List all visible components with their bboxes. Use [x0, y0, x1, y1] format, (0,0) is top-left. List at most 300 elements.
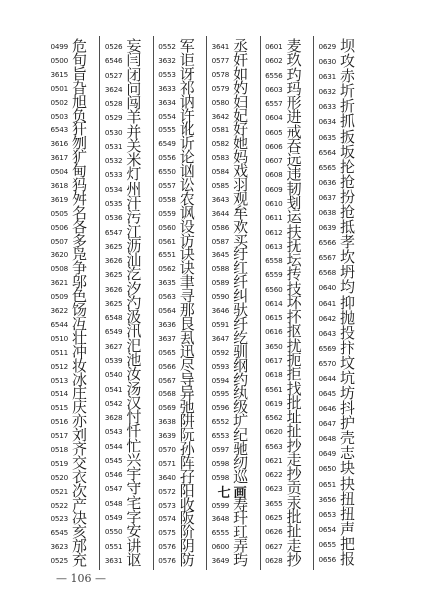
entry-character: 羽 [233, 175, 249, 194]
entry-number: 0630 [318, 57, 336, 67]
entry-character: 壳 [339, 429, 355, 448]
entry-number: 0539 [104, 355, 123, 365]
entry-number: 0534 [104, 184, 123, 194]
entry-character: 运 [286, 208, 302, 227]
entry-number: 3635 [158, 278, 176, 288]
entry-character: 戏 [233, 162, 249, 181]
entry-number: 3639 [158, 431, 176, 441]
entry-number: 0649 [318, 449, 336, 459]
entry-character: 犷 [72, 148, 88, 167]
entry-character: 饧 [72, 301, 88, 320]
entry-number: 0511 [50, 347, 68, 357]
entry-character: 兴 [126, 450, 142, 469]
entry-character: 寿 [233, 495, 249, 514]
entry-number: 6557 [265, 99, 283, 109]
entry-number: 3637 [158, 333, 176, 343]
entry-character: 好 [233, 120, 249, 139]
entry-character: 讴 [126, 550, 142, 569]
entry-number: 6549 [158, 139, 176, 149]
entry-character: 色 [72, 287, 88, 306]
entry-number: 0555 [158, 125, 176, 135]
entry-number: 0552 [158, 42, 176, 52]
entry-number: 0536 [104, 213, 123, 223]
entry-character: 丞 [233, 37, 249, 56]
entry-character: 抛 [339, 308, 355, 327]
entry-number: 0609 [265, 184, 283, 194]
entry-character: 旮 [72, 78, 88, 97]
entry-number: 0571 [158, 458, 176, 468]
entry-character: 赤 [339, 67, 355, 86]
entry-character: 阳 [179, 481, 195, 500]
entry-character: 抑 [339, 293, 355, 312]
entry-number: 0638 [318, 207, 336, 217]
entry-number: 3631 [104, 555, 123, 565]
index-column [99, 36, 152, 570]
entry-number: 0580 [211, 97, 230, 107]
entry-number: 0545 [104, 455, 123, 465]
entry-number: 0628 [265, 555, 283, 565]
entry-character: 坟 [339, 353, 355, 372]
entry-number: 6570 [318, 358, 336, 368]
index-entry [100, 552, 153, 569]
entry-character: 抟 [286, 265, 302, 284]
entry-number: 0530 [104, 127, 123, 137]
entry-number: 0631 [318, 72, 336, 82]
entry-character: 犴 [72, 120, 88, 139]
entry-character: 均 [339, 278, 355, 297]
entry-character: 羊 [126, 108, 142, 127]
entry-character: 妆 [72, 356, 88, 375]
entry-character: 甸 [72, 162, 88, 181]
entry-character: 麦 [286, 37, 302, 56]
entry-number: 0596 [211, 403, 230, 413]
entry-character: 产 [72, 495, 88, 514]
entry-character: 玓 [286, 65, 302, 84]
entry-character: 讹 [179, 120, 195, 139]
entry-character: 扯 [286, 522, 302, 541]
entry-character: 汔 [126, 265, 142, 284]
entry-character: 投 [339, 323, 355, 342]
entry-character: 坛 [286, 251, 302, 270]
entry-character: 异 [179, 384, 195, 403]
entry-number: 0550 [104, 527, 123, 537]
entry-character: 聿 [179, 273, 195, 292]
entry-number: 0632 [318, 87, 336, 97]
index-entry [207, 552, 260, 569]
entry-character: 抄 [286, 465, 302, 484]
entry-number: 6551 [158, 250, 176, 260]
entry-number: 0548 [104, 498, 123, 508]
entry-number: 3626 [104, 256, 123, 266]
entry-number: 0651 [318, 479, 336, 489]
entry-character: 孙 [179, 439, 195, 458]
entry-number: 0598 [211, 458, 230, 468]
entry-number: 0526 [104, 42, 123, 52]
entry-number: 3634 [158, 97, 176, 107]
entry-number: 0532 [104, 156, 123, 166]
entry-character: 扭 [339, 489, 355, 508]
entry-character: 米 [126, 151, 142, 170]
entry-character: 驯 [233, 342, 249, 361]
entry-number: 0542 [104, 398, 123, 408]
entry-number: 6558 [265, 256, 283, 266]
entry-character: 壮 [72, 328, 88, 347]
entry-character: 坑 [339, 368, 355, 387]
index-column [153, 36, 206, 570]
entry-number: 3650 [265, 341, 283, 351]
entry-character: 旭 [72, 92, 88, 111]
entry-character: 阮 [179, 426, 195, 445]
entry-character: 抃 [339, 338, 355, 357]
entry-number: 0514 [50, 389, 68, 399]
entry-number: 6563 [265, 441, 283, 451]
entry-number: 0554 [158, 111, 176, 121]
entry-character: 玖 [286, 51, 302, 70]
entry-character: 闭 [126, 65, 142, 84]
entry-character: 祁 [179, 78, 195, 97]
entry-character: 拒 [286, 365, 302, 384]
character-index-table [46, 36, 422, 570]
entry-character: 忖 [126, 408, 142, 427]
entry-number: 0573 [158, 500, 176, 510]
entry-character: 纤 [233, 314, 249, 333]
entry-character: 驰 [233, 439, 249, 458]
entry-number: 3644 [211, 208, 230, 218]
entry-number: 0504 [50, 167, 68, 177]
entry-character: 守 [126, 479, 142, 498]
entry-character: 讻 [179, 162, 195, 181]
entry-number: 0611 [265, 213, 283, 223]
entry-number: 0585 [211, 180, 230, 190]
entry-number: 0509 [50, 292, 68, 302]
entry-number: 0582 [211, 139, 230, 149]
entry-character: 纪 [233, 426, 249, 445]
entry-character: 玕 [233, 509, 249, 528]
entry-character: 诀 [179, 259, 195, 278]
index-column [313, 36, 366, 570]
entry-character: 凫 [72, 245, 88, 264]
entry-number: 3640 [158, 472, 176, 482]
entry-number: 3655 [265, 498, 283, 508]
entry-number: 0590 [211, 292, 230, 302]
entry-character: 贡 [286, 479, 302, 498]
entry-number: 0510 [50, 333, 68, 343]
entry-character: 批 [286, 507, 302, 526]
entry-character: 负 [72, 106, 88, 125]
entry-number: 0635 [318, 132, 336, 142]
entry-number: 0619 [265, 398, 283, 408]
entry-number: 0529 [104, 113, 123, 123]
entry-number: 0586 [211, 222, 230, 232]
entry-character: 扼 [286, 350, 302, 369]
entry-number: 6544 [50, 319, 68, 329]
entry-number: 0608 [265, 170, 283, 180]
entry-number: 3627 [104, 341, 123, 351]
entry-character: 多 [72, 231, 88, 250]
entry-number: 0614 [265, 298, 283, 308]
entry-number: 0618 [265, 370, 283, 380]
entry-number: 3625 [104, 241, 123, 251]
entry-number: 0515 [50, 403, 68, 413]
entry-character: 纡 [233, 245, 249, 264]
entry-number: 0623 [265, 484, 283, 494]
entry-character: 纲 [233, 356, 249, 375]
entry-character: 扯 [286, 422, 302, 441]
entry-character: 阴 [179, 537, 195, 556]
entry-number: 0592 [211, 347, 230, 357]
entry-character: 阪 [179, 509, 195, 528]
entry-character: 忏 [126, 422, 142, 441]
entry-character: 扰 [286, 336, 302, 355]
entry-number: 0517 [50, 431, 68, 441]
entry-number: 3619 [50, 194, 68, 204]
entry-character: 孝 [339, 233, 355, 252]
entry-number: 0556 [158, 153, 176, 163]
entry-number: 6553 [211, 431, 230, 441]
entry-number: 6548 [104, 313, 123, 323]
entry-number: 0610 [265, 199, 283, 209]
entry-character: 弛 [179, 398, 195, 417]
entry-character: 汞 [286, 493, 302, 512]
entry-number: 0527 [104, 70, 123, 80]
entry-number: 0559 [158, 208, 176, 218]
entry-character: 污 [126, 208, 142, 227]
entry-character: 导 [179, 370, 195, 389]
entry-number: 0644 [318, 373, 336, 383]
entry-number: 3648 [211, 514, 230, 524]
entry-character: 观 [233, 189, 249, 208]
entry-number: 0521 [50, 486, 68, 496]
entry-number: 3628 [104, 413, 123, 423]
entry-number: 0629 [318, 42, 336, 52]
entry-number: 0654 [318, 524, 336, 534]
entry-character: 齐 [72, 439, 88, 458]
entry-number: 3645 [211, 250, 230, 260]
entry-character: 问 [126, 79, 142, 98]
entry-number: 6566 [318, 238, 336, 248]
entry-number: 0617 [265, 355, 283, 365]
entry-number: 3626 [104, 284, 123, 294]
entry-character: 欢 [233, 217, 249, 236]
entry-character: 坏 [286, 293, 302, 312]
entry-character: 许 [179, 106, 195, 125]
entry-number: 0562 [158, 264, 176, 274]
entry-character: 灯 [126, 165, 142, 184]
entry-character: 抠 [286, 322, 302, 341]
entry-number: 0516 [50, 417, 68, 427]
entry-character: 妁 [233, 78, 249, 97]
entry-number: 0520 [50, 472, 68, 482]
entry-character: 纠 [233, 287, 249, 306]
entry-number: 0533 [104, 170, 123, 180]
entry-character: 农 [179, 189, 195, 208]
entry-number: 0648 [318, 434, 336, 444]
entry-character: 舛 [72, 189, 88, 208]
entry-number: 0637 [318, 192, 336, 202]
entry-character: 关 [126, 136, 142, 155]
entry-character: 扶 [286, 222, 302, 241]
entry-character: 冱 [72, 314, 88, 333]
entry-number: 0563 [158, 292, 176, 302]
entry-number: 0641 [318, 298, 336, 308]
entry-number: 0547 [104, 484, 123, 494]
entry-character: 汐 [126, 279, 142, 298]
entry-character: 如 [233, 64, 249, 83]
entry-number: 6559 [265, 270, 283, 280]
index-column [206, 36, 259, 570]
entry-character: 亦 [72, 412, 88, 431]
entry-character: 汉 [126, 393, 142, 412]
entry-number: 0646 [318, 404, 336, 414]
entry-character: 妈 [233, 148, 249, 167]
entry-number: 0647 [318, 419, 336, 429]
entry-number: 6545 [50, 528, 68, 538]
entry-number: 0655 [318, 539, 336, 549]
entry-number: 3638 [158, 417, 176, 427]
entry-character: 邡 [72, 537, 88, 556]
entry-character: 安 [126, 522, 142, 541]
entry-character: 把 [339, 534, 355, 553]
page-number: — 106 — [56, 572, 106, 585]
entry-character: 名 [72, 203, 88, 222]
entry-number: 0560 [158, 222, 176, 232]
entry-character: 江 [126, 222, 142, 241]
entry-number: 3616 [50, 139, 68, 149]
entry-number: 3622 [50, 306, 68, 316]
entry-number: 6561 [265, 384, 283, 394]
entry-number: 3643 [211, 194, 230, 204]
entry-number: 0593 [211, 361, 230, 371]
entry-number: 0634 [318, 117, 336, 127]
entry-number: 0551 [104, 541, 123, 551]
entry-character: 进 [286, 108, 302, 127]
entry-character: 防 [179, 551, 195, 570]
entry-number: 0570 [158, 444, 176, 454]
entry-character: 宇 [126, 465, 142, 484]
entry-character: 驮 [233, 301, 249, 320]
entry-character: 迅 [179, 342, 195, 361]
entry-number: 0519 [50, 458, 68, 468]
entry-character: 寻 [179, 287, 195, 306]
entry-character: 冰 [72, 370, 88, 389]
entry-character: 抖 [339, 399, 355, 418]
entry-character: 犸 [72, 175, 88, 194]
entry-number: 0572 [158, 486, 176, 496]
entry-number: 0528 [104, 99, 123, 109]
entry-character: 妇 [233, 92, 249, 111]
entry-number: 0621 [265, 455, 283, 465]
entry-number: 0650 [318, 464, 336, 474]
entry-character: 声 [339, 519, 355, 538]
entry-number: 0607 [265, 156, 283, 166]
entry-character: 收 [179, 495, 195, 514]
entry-character: 并 [126, 122, 142, 141]
entry-number: 0535 [104, 199, 123, 209]
entry-number: 3649 [211, 556, 230, 566]
entry-character: 汝 [126, 365, 142, 384]
entry-number: 3647 [211, 333, 230, 343]
entry-number: 3633 [158, 83, 176, 93]
entry-number: 0500 [50, 55, 68, 65]
entry-character: 妃 [233, 106, 249, 125]
entry-number: 0577 [211, 55, 230, 65]
entry-number: 0598 [211, 472, 230, 482]
entry-number: 6549 [104, 327, 123, 337]
entry-number: 0522 [50, 500, 68, 510]
entry-number: 0612 [265, 227, 283, 237]
entry-character: 字 [126, 507, 142, 526]
entry-character: 闫 [126, 51, 142, 70]
entry-number: 6546 [104, 56, 123, 66]
entry-number: 0508 [50, 264, 68, 274]
entry-number: 0645 [318, 389, 336, 399]
entry-character: 邬 [72, 273, 88, 292]
entry-number: 3632 [158, 55, 176, 65]
entry-character: 韧 [286, 179, 302, 198]
entry-character: 玛 [286, 79, 302, 98]
entry-number: 0553 [158, 69, 176, 79]
entry-character: 阵 [179, 453, 195, 472]
entry-character: 汛 [126, 322, 142, 341]
entry-character: 那 [179, 301, 195, 320]
entry-character: 抄 [286, 436, 302, 455]
entry-character: 纨 [233, 384, 249, 403]
entry-character: 弄 [233, 537, 249, 556]
entry-character: 扭 [339, 504, 355, 523]
entry-number: 0615 [265, 313, 283, 323]
entry-number: 3624 [104, 84, 123, 94]
entry-character: 讼 [179, 175, 195, 194]
entry-number: 0603 [265, 84, 283, 94]
entry-number: 0564 [158, 306, 176, 316]
entry-character: 刘 [72, 426, 88, 445]
entry-number: 3646 [211, 306, 230, 316]
entry-number: 0640 [318, 283, 336, 293]
entry-number: 0568 [158, 389, 176, 399]
entry-number: 0541 [104, 384, 123, 394]
entry-character: 坎 [339, 248, 355, 267]
entry-number: 0549 [104, 512, 123, 522]
entry-character: 玒 [233, 523, 249, 542]
entry-character: 庄 [72, 384, 88, 403]
entry-number: 0540 [104, 370, 123, 380]
entry-number: 0579 [211, 83, 230, 93]
entry-number: 0513 [50, 375, 68, 385]
entry-character: 䜣 [179, 134, 195, 153]
entry-number: 3625 [104, 270, 123, 280]
entry-number: 0566 [158, 361, 176, 371]
entry-number: 0574 [158, 514, 176, 524]
entry-character: 巡 [233, 467, 249, 486]
entry-character: 亥 [72, 523, 88, 542]
entry-number: 0604 [265, 113, 283, 123]
entry-character: 抡 [339, 157, 355, 176]
entry-number: 6564 [318, 147, 336, 157]
entry-character: 忙 [126, 436, 142, 455]
entry-number: 0557 [158, 180, 176, 190]
entry-character: 圹 [233, 412, 249, 431]
entry-character: 牟 [233, 203, 249, 222]
entry-character: 沥 [126, 236, 142, 255]
entry-character: 阶 [179, 523, 195, 542]
entry-number: 3623 [50, 542, 68, 552]
entry-number: 6550 [158, 167, 176, 177]
entry-number: 0512 [50, 361, 68, 371]
entry-character: 坊 [339, 384, 355, 403]
entry-number: 0642 [318, 313, 336, 323]
entry-number: 0576 [158, 556, 176, 566]
entry-number: 0601 [265, 42, 283, 52]
